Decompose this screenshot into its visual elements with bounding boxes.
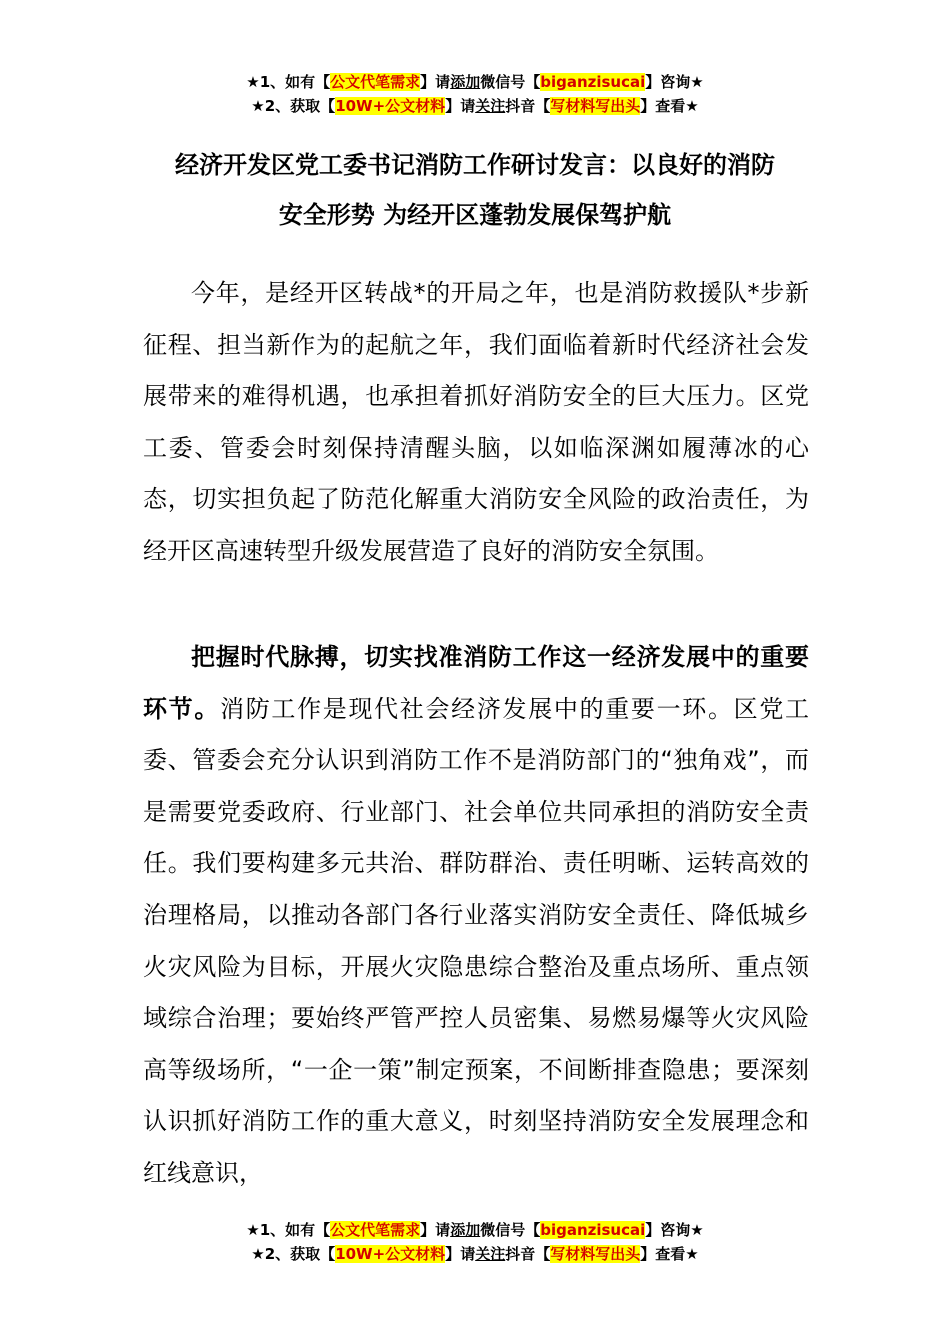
promo-text: 微信号【	[480, 73, 541, 91]
promo-line-1	[0, 1218, 950, 1242]
document-title-line-2: 安全形势 为经开区蓬勃发展保驾护航	[278, 201, 672, 229]
body-paragraph-1: 今年，是经开区转战*的开局之年，也是消防救援队*步新征程、担当新作为的起航之年，我们面临着新时代经济社会发展带来的难得机遇，也承担着抓好消防安全的巨大压力。区党工委、管委会时刻保持清醒头脑，以如临深渊如履薄冰的心态，切实担负起了防范化解重大消防安全风险的政治责任，为经开区高速转型升级发展营造了良好的消防安全氛围。	[143, 279, 809, 565]
footer-promo-banner	[0, 1218, 950, 1266]
paragraph-lead-heading: 把握时代脉搏，切实找准消防工作这一经济发展中的重要环节。	[143, 643, 809, 723]
promo-highlight: 10W+公文材料	[335, 97, 446, 115]
promo-text: 抖音【	[505, 1245, 551, 1263]
promo-line-1	[0, 70, 950, 94]
promo-text: 】咨询★	[645, 73, 704, 91]
document-title-line-1: 经济开发区党工委书记消防工作研讨发言：以良好的消防	[175, 151, 775, 179]
promo-line-2	[0, 1242, 950, 1266]
promo-highlight: 10W+公文材料	[335, 1245, 446, 1263]
promo-text: 】请	[445, 97, 476, 115]
promo-text: ★2、获取【	[251, 1245, 336, 1263]
header-promo-banner	[0, 70, 950, 118]
promo-text: 微信号【	[480, 1221, 541, 1239]
promo-underline: 添加	[450, 73, 481, 91]
promo-text: 】咨询★	[645, 1221, 704, 1239]
promo-text: 】查看★	[640, 97, 699, 115]
promo-text: ★1、如有【	[246, 73, 331, 91]
promo-underline: 添加	[450, 1221, 481, 1239]
promo-text: ★1、如有【	[246, 1221, 331, 1239]
promo-highlight: 公文代笔需求	[330, 1221, 421, 1239]
paragraph-body-text: 消防工作是现代社会经济发展中的重要一环。区党工委、管委会充分认识到消防工作不是消防部门的“独角戏”，而是需要党委政府、行业部门、社会单位共同承担的消防安全责任。我们要构建多元共治、群防群治、责任明晰、运转高效的治理格局，以推动各部门各行业落实消防安全责任、降低城乡火灾风险为目标，开展火灾隐患综合整治及重点场所、重点领域综合治理；要始终严管严控人员密集、易燃易爆等火灾风险高等级场所，“一企一策”制定预案，不间断排查隐患；要深刻认识抓好消防工作的重大意义，时刻坚持消防安全发展理念和红线意识，	[143, 694, 810, 1187]
promo-text: 】请	[420, 1221, 451, 1239]
promo-underline: 关注	[475, 1245, 506, 1263]
promo-underline: 关注	[475, 97, 506, 115]
body-paragraph-2	[143, 632, 809, 1200]
promo-highlight: 公文代笔需求	[330, 73, 421, 91]
promo-highlight: biganzisucai	[540, 73, 646, 91]
promo-highlight: biganzisucai	[540, 1221, 646, 1239]
promo-highlight: 写材料写出头	[550, 97, 641, 115]
promo-text: 】请	[445, 1245, 476, 1263]
promo-text: 抖音【	[505, 97, 551, 115]
promo-text: 】查看★	[640, 1245, 699, 1263]
promo-line-2	[0, 94, 950, 118]
promo-highlight: 写材料写出头	[550, 1245, 641, 1263]
promo-text: ★2、获取【	[251, 97, 336, 115]
promo-text: 】请	[420, 73, 451, 91]
